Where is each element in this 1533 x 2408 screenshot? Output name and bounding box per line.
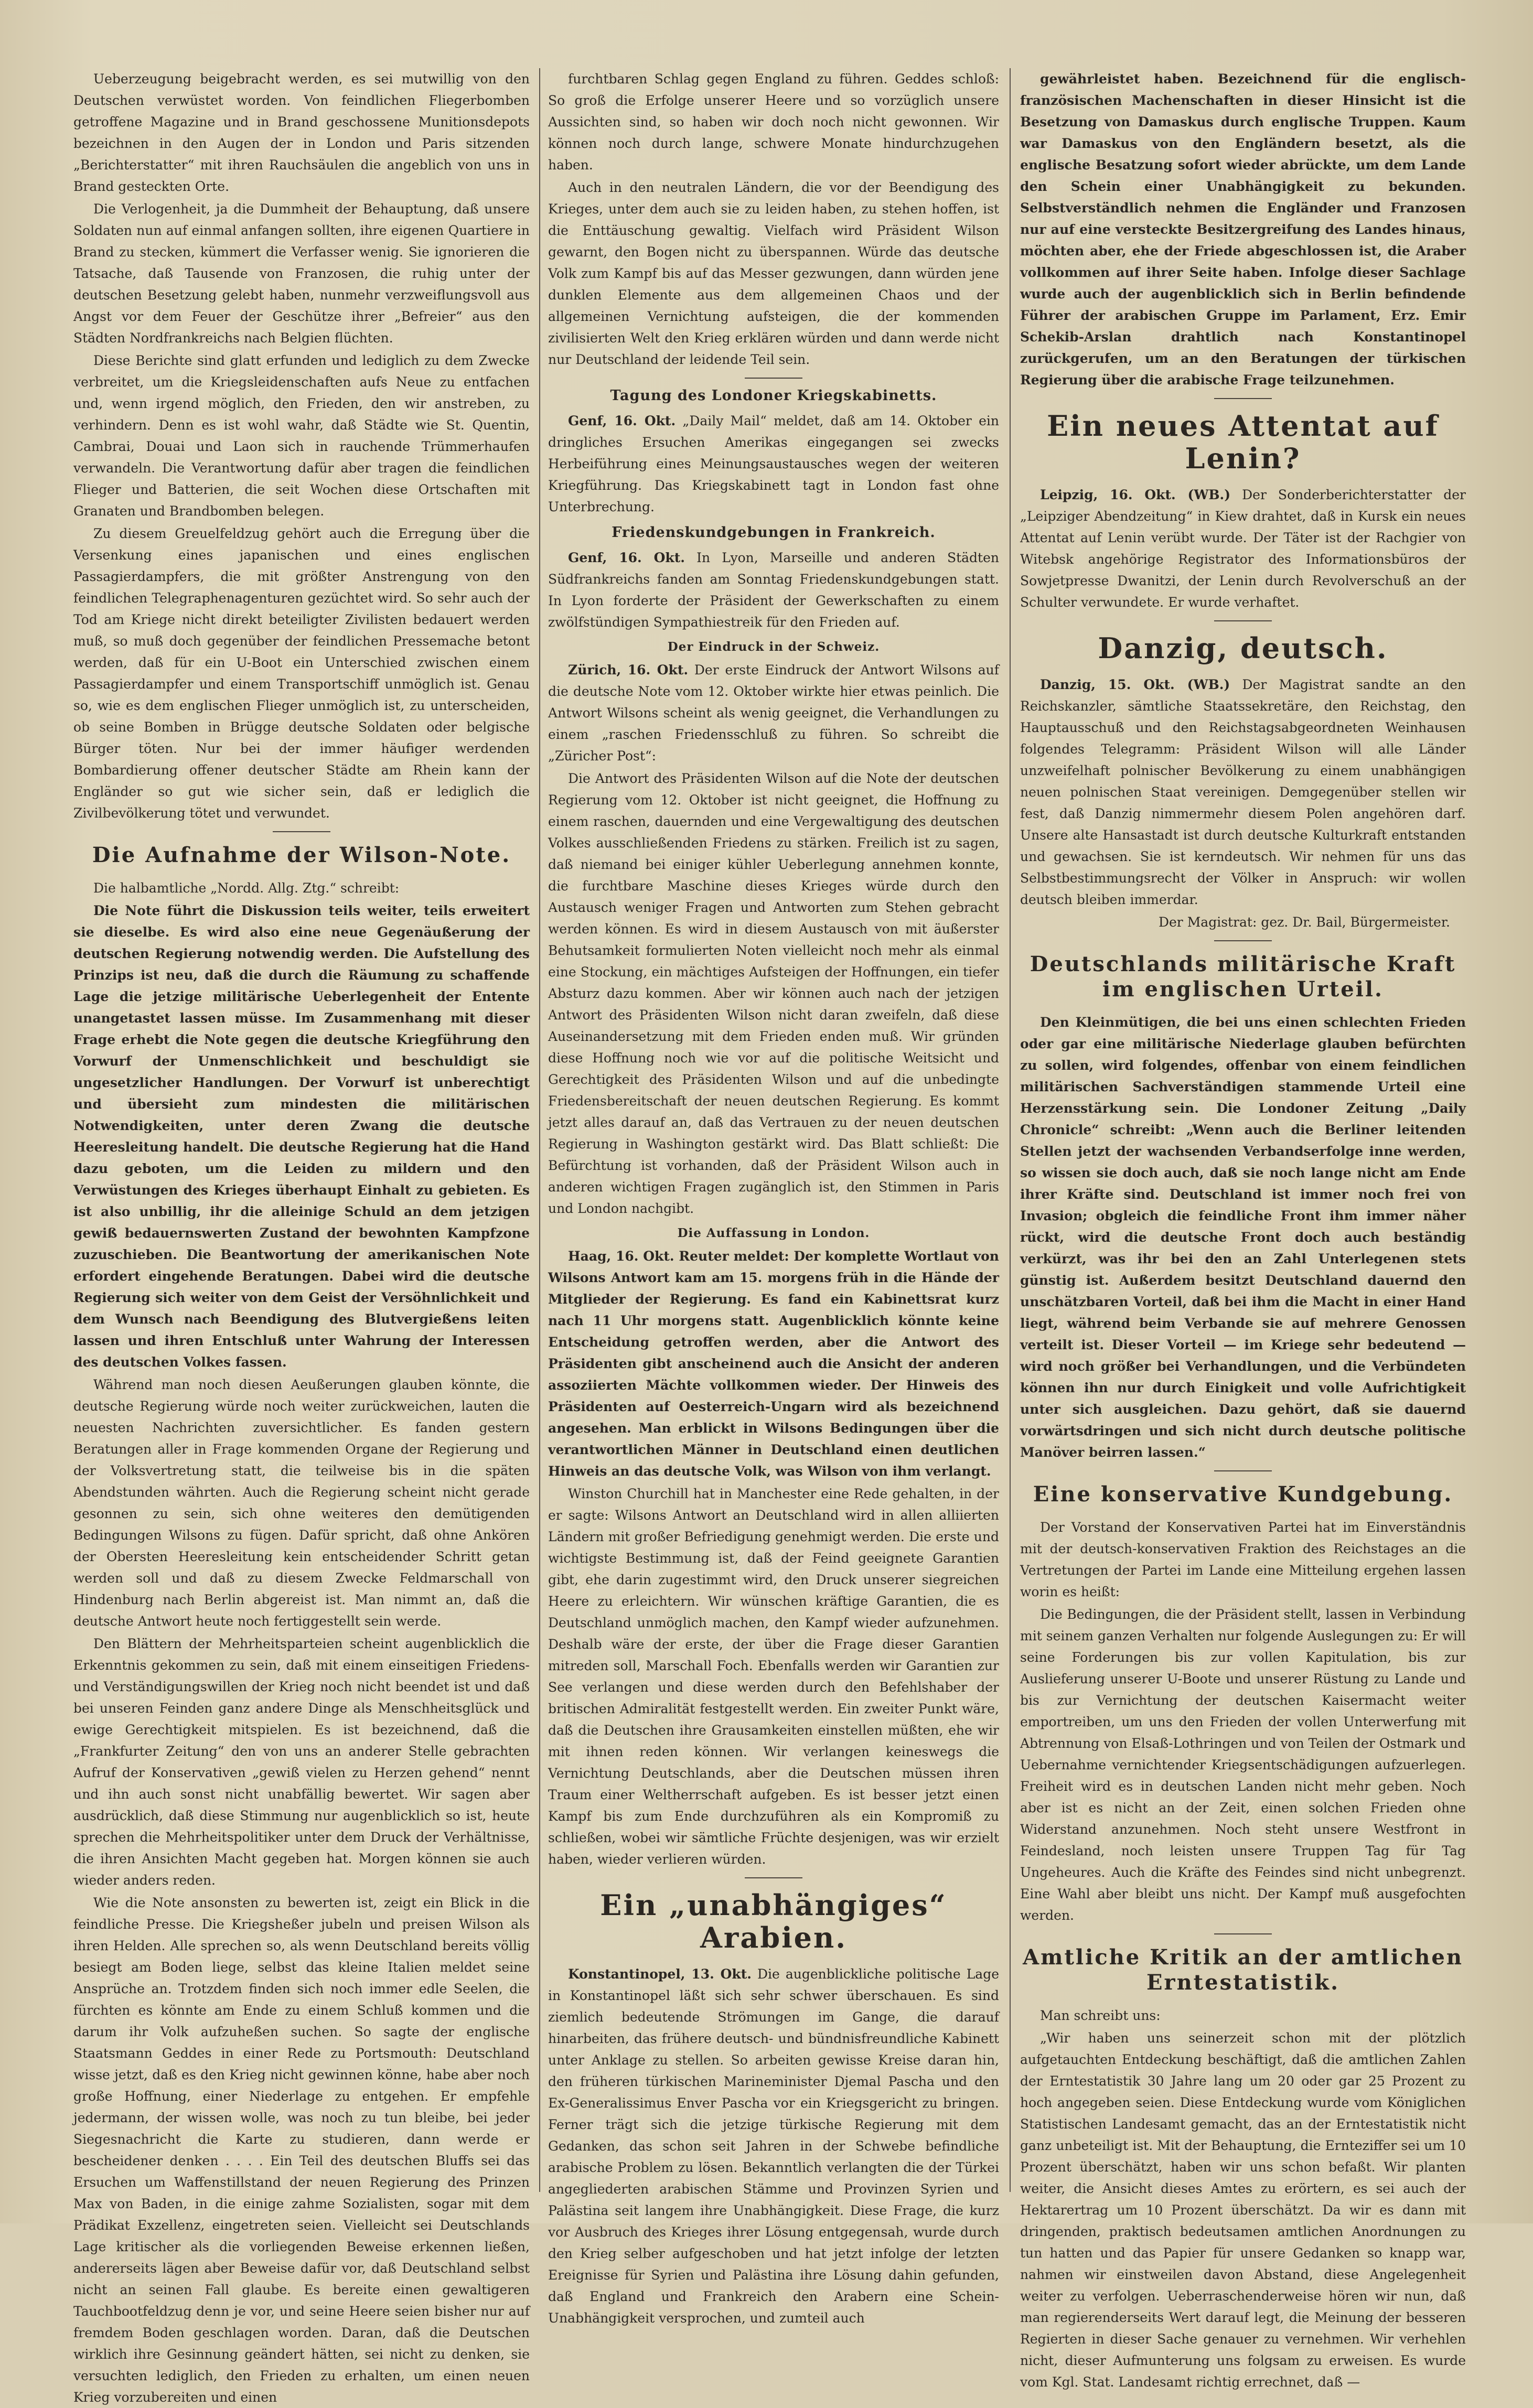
article-headline: Danzig, deutsch. [1098, 631, 1388, 665]
article-danzig [1020, 632, 1466, 933]
article-conservative [1020, 1482, 1466, 1926]
article-headline: Deutschlands militärische Kraft im englischen Urteil. [1030, 952, 1456, 1002]
column-2 [548, 68, 1000, 2326]
paragraph: furchtbaren Schlag gegen England zu führen. Geddes schloß: So groß die Erfolge unserer Heere und so vorzüglich unsere Aussichten sind, so haben wir doch noch nicht gewonnen. Wir können noch durch lange, schwere Monate hindurchzugehen haben. [548, 71, 999, 173]
paragraph: Der erste Eindruck der Antwort Wilsons auf die deutsche Note vom 12. Oktober wirkte hier etwas peinlich. Die Antwort Wilsons scheint als wenig geeignet, die Verhandlungen zu einem „raschen Friedensschluß zu führen. So schreibt die „Züricher Post“: [548, 662, 1000, 764]
article-headline: Eine konservative Kundgebung. [1033, 1482, 1453, 1507]
paragraph: Den Blättern der Mehrheitsparteien scheint augenblicklich die Erkenntnis gekommen zu sein, daß mit einem einseitigen Friedens- und Verständigungswillen der Krieg noch nicht beendet ist und daß bei unseren Feinden ganz andere Dinge als Menschheitsglück und ewige Gerechtigkeit mitspielen. Es ist bezeichnend, daß die „Frankfurter Zeitung“ den von uns an anderer Stelle gebrachten Aufruf der Konservativen „gewiß vielen zu Herzen gehend“ nennt und ihn auch sonst nicht unabfällig bewertet. Wir sagen aber ausdrücklich, daß diese Stimmung nur augenblicklich so ist, heute sprechen die Mehrheitspolitiker unter dem Druck der Verhältnisse, die ihren Ansichten Macht gegeben hat. Morgen können sie auch wieder anders reden. [73, 1636, 530, 1888]
paragraph: Reuter meldet: Der komplette Wortlaut von Wilsons Antwort kam am 15. morgens früh in die Hände der Mitglieder der Regierung. Es fand ein Kabinettsrat kurz nach 11 Uhr morgens statt. Augenblicklich könnte keine Entscheidung getroffen werden, aber die Antwort des Präsidenten gibt anscheinend auch die Ansicht der anderen assoziierten Mächte vollkommen wieder. Der Hinweis des Präsidenten auf Oesterreich-Ungarn wird als bezeichnend angesehen. Man erblickt in Wilsons Bedingungen über die verantwortlichen Männer in Deutschland einen deutlichen Hinweis an das deutsche Volk, was Wilson von ihm verlangt. [548, 1249, 999, 1479]
article-harvest-statistics [1020, 1945, 1466, 2393]
article-separator [273, 831, 330, 832]
article-london-view [548, 1224, 999, 1870]
article-continuation [1020, 68, 1466, 391]
article-london-cabinet [548, 386, 999, 518]
paragraph: Diese Berichte sind glatt erfunden und lediglich zu dem Zwecke verbreitet, um die Kriegsleidenschaften aufs Neue zu entfachen und, wenn irgend möglich, den Frieden, den wir anstreben, zu verhindern. Denn es ist wohl wahr, daß Städte wie St. Quentin, Cambrai, Douai und Laon sich in rauchende Trümmerhaufen verwandeln. Die Verantwortung dafür aber tragen die feindlichen Flieger und Batterien, die seit Wochen diese Ortschaften mit Granaten und Brandbomben belegen. [73, 353, 530, 519]
paragraph: „Daily Mail“ meldet, daß am 14. Oktober ein dringliches Ersuchen Amerikas eingegangen sei zwecks Herbeiführung eines Meinungsaustausches wegen der weiteren Kriegführung. Das Kriegskabinett tagt in London fast ohne Unterbrechung. [548, 413, 999, 514]
article-separator [1214, 1933, 1272, 1934]
article-headline: Ein „unabhängiges“ Arabien. [600, 1888, 947, 1954]
article-headline: Die Aufnahme der Wilson-Note. [92, 843, 511, 867]
paragraph: Zu diesem Greuelfeldzug gehört auch die Erregung über die Versenkung eines japanischen und eines englischen Passagierdampfers, die mit größter Anstrengung von den feindlichen Telegraphenagenturen gezüchtet wird. So sehr auch der Tod am Kriege nicht direkt beteiligter Zivilisten bedauert werden muß, so muß doch gegenüber der feindlichen Pressemache betont werden, daß für ein U-Boot ein Unterschied zwischen einem Passagierdampfer und einem Transportschiff unmöglich ist. Genau so, wie es dem englischen Flieger unmöglich ist, zu unterscheiden, ob seine Bomben in Brügge deutsche Soldaten oder belgische Bürger töten. Nur bei der immer häufiger werdenden Bombardierung offener deutscher Städte am Rhein kann der Engländer so gut wie sicher sein, daß er lediglich die Zivilbevölkerung tötet und verwundet. [73, 526, 530, 821]
article-separator [1214, 398, 1272, 399]
dateline: Konstantinopel, 13. Okt. [568, 1966, 752, 1982]
article-headline: Friedenskundgebungen in Frankreich. [612, 524, 936, 541]
article-separator [745, 378, 802, 379]
paragraph: Die augenblickliche politische Lage in Konstantinopel läßt sich sehr schwer überschauen. Es sind ziemlich bedeutende Strömungen im Gange, die darauf hinarbeiten, das frühere deutsch- und bündnisfreundliche Kabinett unter Anklage zu stellen. So arbeiten gewisse Kreise daran hin, den früheren türkischen Marineminister Djemal Pascha und den Ex-Generalissimus Enver Pascha vor ein Kriegsgericht zu bringen. Ferner trägt sich die jetzige türkische Regierung mit dem Gedanken, das schon seit Jahren in der Schwebe befindliche arabische Problem zu lösen. Bekanntlich verlangten die der Türkei angegliederten arabischen Stämme und Provinzen Syrien und Palästina seit langem ihre Unabhängigkeit. Diese Frage, die kurz vor Ausbruch des Krieges ihrer Lösung entgegensah, wurde durch den Krieg selber aufgeschoben und hat jetzt infolge der letzten Ereignisse für Syrien und Palästina ihre Lösung dahin gefunden, daß England und Frankreich den Arabern eine Schein-Unabhängigkeit versprochen, und zumteil auch [548, 1966, 1000, 2326]
dateline: Danzig, 15. Okt. (WB.) [1040, 677, 1230, 692]
article-headline: Ein neues Attentat auf Lenin? [1047, 409, 1439, 475]
paragraph: Man schreibt uns: [1040, 2008, 1161, 2023]
paragraph: Der Magistrat sandte an den Reichskanzler, sämtliche Staatssekretäre, den Reichstag, den Hauptausschuß und den Reichstagsabgeordneten Weinhausen folgendes Telegramm: Präsident Wilson will alle Länder unzweifelhaft polnischer Bevölkerung zu einem unabhängigen neuen polnischen Staat vereinigen. Demgegenüber stellen wir fest, daß Danzig nimmermehr diesem Polen angehören darf. Unsere alte Hansastadt ist durch deutsche Kulturkraft entstanden und gewachsen. Sie ist kerndeutsch. Wir nehmen für uns das Selbstbestimmungsrecht der Völker in Anspruch: wir wollen deutsch bleiben immerdar. [1020, 677, 1466, 907]
dateline: Genf, 16. Okt. [568, 413, 676, 428]
dateline: Leipzig, 16. Okt. (WB.) [1040, 487, 1231, 502]
paragraph: Winston Churchill hat in Manchester eine Rede gehalten, in der er sagte: Wilsons Antwort an Deutschland wird in allen alliierten Ländern mit großer Befriedigung genehmigt werden. Die erste und wichtigste Bestimmung ist, daß der Feind geeignete Garantien gibt, ehe darin zugestimmt wird, den Druck unserer siegreichen Heere zu erleichtern. Wir wünschen kräftige Garantien, die es Deutschland unmöglich machen, den Kampf wieder aufzunehmen. Deshalb wäre der erste, der über die Frage dieser Garantien mitreden soll, Marschall Foch. Ebenfalls werden wir Garantien zur See verlangen und diese werden durch den Befehlshaber der britischen Admiralität festgestellt werden. Ein zweiter Punkt wäre, daß die Deutschen ihre Grausamkeiten einstellen müßten, ehe wir mit ihnen reden können. Wir verlangen keineswegs die Vernichtung Deutschlands, aber die Deutschen müssen ihren Traum einer Weltherrschaft aufgeben. Es ist besser jetzt einen Kampf bis zum Ende durchzuführen als ein Kompromiß zu schließen, wobei wir sämtliche Früchte desjenigen, was wir erzielt haben, wieder verlieren würden. [548, 1486, 999, 1867]
paragraph: Auch in den neutralen Ländern, die vor der Beendigung des Krieges, unter dem auch sie zu leiden haben, zu stehen hoffen, ist die Enttäuschung gewaltig. Vielfach wird Präsident Wilson gewarnt, den Bogen nicht zu überspannen. Würde das deutsche Volk zum Kampf bis auf das Messer gezwungen, dann würden jene dunklen Elemente aus dem allgemeinen Chaos und der allgemeinen Vernichtung aufsteigen, die der kommenden zivilisierten Welt den Krieg erklären würden und dann werde nicht nur Deutschland der leidende Teil sein. [548, 180, 999, 367]
article-continuation [73, 68, 530, 824]
article-military-strength [1020, 952, 1466, 1463]
article-headline: Die Auffassung in London. [677, 1226, 870, 1240]
article-arabia [548, 1889, 999, 2329]
column-rule [539, 68, 540, 2192]
article-continuation [548, 68, 999, 370]
paragraph: Die Antwort des Präsidenten Wilson auf die Note der deutschen Regierung vom 12. Oktober ist nicht geeignet, die Hoffnung zu einem raschen, dauernden und eine Vergewaltigung des deutschen Volkes ausschließenden Friedens zu stärken. Freilich ist zu sagen, daß niemand bei einiger kühler Ueberlegung annehmen konnte, die furchtbare Maschine dieses Krieges würde durch den Austausch weniger Fragen und Antworten zum Stehen gebracht werden können. Es wird in diesem Austausch von mit äußerster Behutsamkeit formulierten Noten vielleicht noch mehr als einmal eine Stockung, ein mächtiges Aufsteigen der Hoffnungen, ein tiefer Absturz dazu kommen. Aber wir können auch nach der jetzigen Antwort des Präsidenten Wilson nicht daran zweifeln, daß diese Auseinandersetzung mit dem Frieden enden muß. Wir gründen diese Hoffnung noch wie vor auf die politische Weitsicht und Gerechtigkeit des Präsidenten Wilson und auf die unbedingte Friedensbereitschaft der neuen deutschen Regierung. Es kommt jetzt alles darauf an, daß das Vertrauen zu der neuen deutschen Regierung in Washington gestärkt wird. Das Blatt schließt: Die Befürchtung ist vorhanden, daß der Präsident Wilson auch in anderen wichtigen Fragen zugänglich ist, den Stimmen in Paris und London nachgibt. [548, 771, 999, 1216]
article-france-peace [548, 523, 999, 633]
column-rule [1010, 68, 1011, 2192]
dateline: Genf, 16. Okt. [568, 550, 685, 565]
paragraph: Die Note führt die Diskussion teils weiter, teils erweitert sie dieselbe. Es wird also eine neue Gegenäußerung der deutschen Regierung notwendig werden. Die Aufstellung des Prinzips ist neu, daß die durch die Räumung zu schaffende Lage die jetzige militärische Ueberlegenheit der Entente unangetastet lassen müsse. Im Zusammenhang mit dieser Frage erhebt die Note gegen die deutsche Kriegführung den Vorwurf der Unmenschlichkeit und beschuldigt sie ungesetzlicher Handlungen. Der Vorwurf ist unberechtigt und übersieht zum mindesten die militärischen Notwendigkeiten, unter deren Zwang die deutsche Heeresleitung handelt. Die deutsche Regierung hat die Hand dazu geboten, um die Leiden zu mildern und den Verwüstungen des Krieges überhaupt Einhalt zu gebieten. Es ist also unbillig, ihr die alleinige Schuld an dem jetzigen gewiß bedauernswerten Zustand der bewohnten Kampfzone zuzuschieben. Die Beantwortung der amerikanischen Note erfordert eingehende Beratungen. Dabei wird die deutsche Regierung sich weiter von dem Geist der Versöhnlichkeit und dem Wunsch nach Beendigung des Blutvergießens leiten lassen und ihren Entschluß unter Wahrung der Interessen des deutschen Volkes fassen. [73, 903, 530, 1370]
article-wilson-note [73, 843, 530, 2408]
paragraph: Die halbamtliche „Nordd. Allg. Ztg.“ schreibt: [93, 880, 400, 896]
article-separator [1214, 940, 1272, 941]
paragraph: Der Vorstand der Konservativen Partei hat im Einverständnis mit der deutsch-konservativen Fraktion des Reichstages an die Vertretungen der Partei im Lande eine Mitteilung ergehen lassen worin es heißt: [1020, 1520, 1466, 1599]
column-3 [1020, 68, 1466, 2390]
dateline: Haag, 16. Okt. [568, 1249, 674, 1264]
column-1 [73, 68, 530, 2405]
paragraph: Die Bedingungen, die der Präsident stellt, lassen in Verbindung mit seinem ganzen Verhalten nur folgende Auslegungen zu: Er will seine Forderungen bis zur vollen Kapitulation, bis zur Auslieferung unserer U-Boote und unserer Rüstung zu Lande und bis zur Vernichtung der deutschen Kaisermacht weiter emportreiben, um uns den Frieden der vollen Unterwerfung mit Abtrennung von Elsaß-Lothringen und von Teilen der Ostmark und Uebernahme vernichtender Kriegsentschädigungen aufzuerlegen. Freiheit wird es in deutschen Landen nicht mehr geben. Noch aber ist es nicht an der Zeit, einen solchen Frieden ohne Widerstand anzunehmen. Noch steht unsere Westfront in Feindesland, noch leisten unsere Truppen Tag für Tag Ungeheures. Auch die Kräfte des Feindes sind nicht unbegrenzt. Eine Wahl aber bleibt uns nicht. Der Kampf muß ausgefochten werden. [1020, 1607, 1466, 1923]
article-headline: Amtliche Kritik an der amtlichen Erntestatistik. [1023, 1945, 1463, 1995]
paragraph: „Wir haben uns seinerzeit schon mit der plötzlich aufgetauchten Entdeckung beschäftigt, daß die amtlichen Zahlen der Erntestatistik 30 Jahre lang um 20 oder gar 25 Prozent zu hoch angegeben seien. Diese Entdeckung wurde vom Königlichen Statistischen Landesamt gemacht, das an der Erntestatistik nicht ganz unbeteiligt ist. Mit der Behauptung, die Ernteziffer sei um 10 Prozent überschätzt, haben wir uns schon befaßt. Wir planten weiter, die Ansicht dieses Amtes zu erörtern, es sei auch der Hektarertrag um 10 Prozent überschätzt. Da wir es dann mit dringenden, praktisch bedeutsamen amtlichen Anordnungen zu tun hatten und das Papier für unsere Gedanken so knapp war, nahmen wir einstweilen davon Abstand, diese Angelegenheit weiter zu verfolgen. Ueberraschenderweise hören wir nun, daß man regierenderseits Wert darauf legt, die Meinung der besseren Regierten in dieser Sache genauer zu vernehmen. Wir verhehlen nicht, dieser Aufmunterung uns folgsam zu erweisen. Es wurde vom Kgl. Stat. Landesamt richtig errechnet, daß — [1020, 2030, 1466, 2390]
article-headline: Tagung des Londoner Kriegskabinetts. [610, 388, 937, 404]
dateline: Zürich, 16. Okt. [568, 662, 689, 678]
paragraph: Während man noch diesen Aeußerungen glauben könnte, die deutsche Regierung würde noch weiter zurückweichen, lauten die neuesten Nachrichten zuversichtlicher. Es fanden gestern Beratungen aller in Frage kommenden Organe der Regierung und der Volksvertretung statt, die teilweise bis in die späten Abendstunden währten. Auch die Regierung scheint nicht gerade gesonnen zu sein, sich ohne weiteres den demütigenden Bedingungen Wilsons zu fügen. Dafür spricht, daß ohne Ankören der Obersten Heeresleitung kein entscheidender Schritt getan werden soll und daß zu diesem Zwecke Feldmarschall von Hindenburg nach Berlin abgereist ist. Man nimmt an, daß die deutsche Antwort heute noch fertiggestellt sein werde. [73, 1377, 530, 1629]
article-switzerland [548, 638, 999, 1219]
paragraph: In Lyon, Marseille und anderen Städten Südfrankreichs fanden am Sonntag Friedenskundgebungen statt. In Lyon forderte der Präsident der Gewerkschaften zu einem zwölfstündigen Sympathiestreik für den Frieden auf. [548, 550, 999, 630]
article-headline: Der Eindruck in der Schweiz. [667, 640, 880, 654]
paragraph: Der Sonderberichterstatter der „Leipziger Abendzeitung“ in Kiew drahtet, daß in Kursk ein neues Attentat auf Lenin verübt wurde. Der Täter ist der Rachgier von Witebsk angehörige Registrator des Informationsbüros der Sowjetpresse Dwanitzi, der Lenin durch Revolverschuß an der Schulter verwundete. Er wurde verhaftet. [1020, 487, 1466, 610]
paragraph: Ueberzeugung beigebracht werden, es sei mutwillig von den Deutschen verwüstet worden. Von feindlichen Fliegerbomben getroffene Magazine und in Brand geschossene Munitionsdepots bezeichnen in den Augen der in London und Paris sitzenden „Berichterstatter“ mit ihren Rauchsäulen die angeblich von uns in Brand gesteckten Orte. [73, 71, 530, 194]
article-lenin [1020, 410, 1466, 613]
article-separator [1214, 1470, 1272, 1471]
paragraph: Wie die Note ansonsten zu bewerten ist, zeigt ein Blick in die feindliche Presse. Die Kriegsheßer jubeln und preisen Wilson als ihren Helden. Alle sprechen so, als wenn Deutschland bereits völlig besiegt am Boden liege, selbst das kleine Italien meldet seine Ansprüche an. Trotzdem finden sich noch immer edle Seelen, die fürchten es könnte am Ende zu einem Schluß kommen und die darum ihr Volk aufzuheßen suchen. So sagte der englische Staatsmann Geddes in einer Rede zu Portsmouth: Deutschland wisse jetzt, daß es den Krieg nicht gewinnen könne, habe aber noch große Hoffnung, einer Niederlage zu entgehen. Er empfehle jedermann, der wissen wolle, was noch zu tun bleibe, bei jeder Siegesnachricht die Karte zu studieren, dann werde er bescheidener denken . . . . Ein Teil des deutschen Bluffs sei das Ersuchen um Waffenstillstand der neuen Regierung des Prinzen Max von Baden, in die einige zahme Sozialisten, sogar mit dem Prädikat Exzellenz, eingetreten seien. Vielleicht sei Deutschlands Lage kritischer als die vorliegenden Beweise erkennen ließen, andererseits lägen aber Beweise dafür vor, daß Deutschland selbst nicht an seinen Fall glaube. Es bereite einen gewaltigeren Tauchbootfeldzug denn je vor, und seine Heere seien bisher nur auf fremdem Boden geschlagen worden. Daran, daß die Deutschen wirklich ihre Gesinnung geändert hätten, sei nicht zu denken, sie versuchten lediglich, den Frieden zu erhalten, um einen neuen Krieg vorzubereiten und einen [73, 1895, 530, 2405]
signature: Der Magistrat: gez. Dr. Bail, Bürgermeister. [1158, 915, 1450, 930]
paragraph: gewährleistet haben. Bezeichnend für die englisch-französischen Machenschaften in dieser Hinsicht ist die Besetzung von Damaskus durch englische Truppen. Kaum war Damaskus von den Engländern besetzt, als die englische Besatzung sofort wieder abrückte, um dem Lande den Schein einer Unabhängigkeit zu bekunden. Selbstverständlich nehmen die Engländer und Franzosen nur auf eine versteckte Besitzergreifung des Landes hinaus, möchten aber, ehe der Friede abgeschlossen ist, die Araber vollkommen auf ihrer Seite haben. Infolge dieser Sachlage wurde auch der augenblicklich sich in Berlin befindende Führer der arabischen Gruppe im Parlament, Erz. Emir Schekib-Arslan drahtlich nach Konstantinopel zurückgerufen, um an den Beratungen der türkischen Regierung über die arabische Frage teilzunehmen. [1020, 71, 1466, 388]
article-separator [1214, 620, 1272, 621]
article-separator [745, 1877, 802, 1878]
paragraph: Die Verlogenheit, ja die Dummheit der Behauptung, daß unsere Soldaten nun auf einmal anfangen sollten, ihre eigenen Quartiere in Brand zu stecken, kümmert die Verfasser wenig. Sie ignorieren die Tatsache, daß Tausende von Franzosen, die ruhig unter der deutschen Besetzung gelebt haben, nunmehr verzweiflungsvoll aus Angst vor dem Feuer der Geschütze ihrer „Befreier“ aus den Städten Nordfrankreichs nach Belgien flüchten. [73, 201, 530, 346]
paragraph: Den Kleinmütigen, die bei uns einen schlechten Frieden oder gar eine militärische Niederlage glauben befürchten zu sollen, wird folgendes, offenbar von einem feindlichen militärischen Sachverständigen stammende Urteil eine Herzensstärkung sein. Die Londoner Zeitung „Daily Chronicle“ schreibt: „Wenn auch die Berliner leitenden Stellen jetzt der wachsenden Verbandserfolge inne werden, so wissen sie doch auch, daß sie noch lange nicht am Ende ihrer Kräfte sind. Deutschland ist immer noch frei von Invasion; obgleich die feindliche Front ihm immer näher rückt, wird die deutsche Front doch auch beständig verkürzt, was ihr bei den an Zahl Unterlegenen stets günstig ist. Außerdem besitzt Deutschland dauernd den unschätzbaren Vorteil, daß bei ihm die Macht in einer Hand liegt, während beim Verbande sie auf mehrere Genossen verteilt ist. Dieser Vorteil — im Kriege sehr bedeutend — wird noch größer bei Verhandlungen, und die Verbündeten können ihn nur durch Einigkeit und volle Aufrichtigkeit unter sich ausgleichen. Dazu gehört, daß sie dauernd vorwärtsdringen und sich nicht durch deutsche politische Manöver beirren lassen.“ [1020, 1015, 1466, 1460]
